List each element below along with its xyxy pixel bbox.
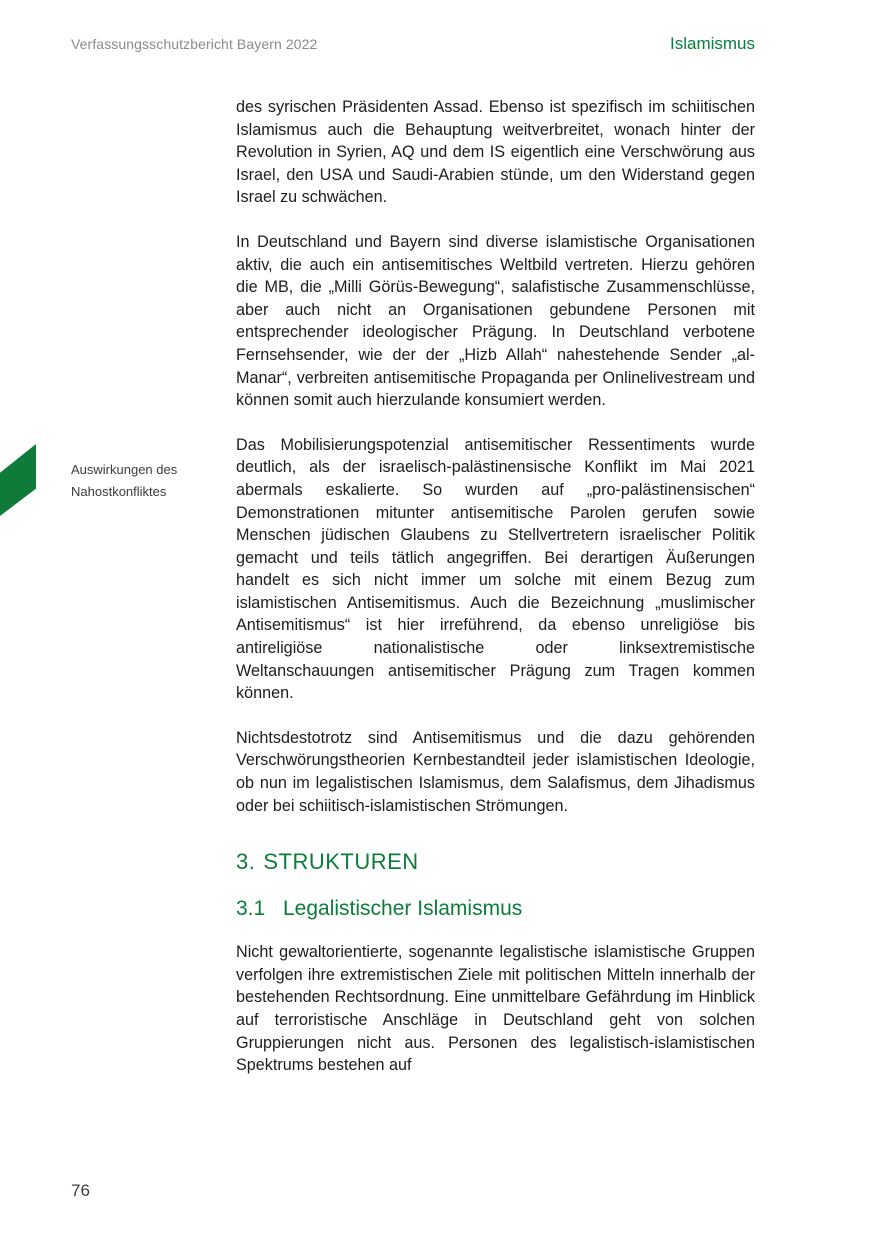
running-header-section: Islamismus <box>669 34 755 53</box>
margin-note <box>71 459 211 503</box>
section-tab-marker <box>0 444 36 516</box>
subsection-heading <box>236 897 755 921</box>
running-header-title: Verfassungsschutzbericht Bayern 2022 <box>71 36 318 52</box>
body-paragraph: Das Mobilisierungspotenzial antisemitischer Ressentiments wurde deutlich, als der israelisch-palästinensische Konflikt im Mai 2021 abermals eskalierte. So wurden auf „pro-palästinensischen“ Demonstrationen mitunter antisemitische Parolen gerufen sowie Menschen jüdischen Glaubens zu Stellvertretern israelischer Politik gemacht und teils tätlich angegriffen. Bei derartigen Äußerungen handelt es sich nicht immer um solche mit einem Bezug zum islamistischen Antisemitismus. Auch die Bezeichnung „muslimischer Antisemitismus“ ist hier irreführend, da ebenso unreligiöse bis antireligiöse nationalistische oder linksextremistische Weltanschauungen antisemitischer Prägung zum Tragen kommen können. <box>236 435 755 703</box>
page-number: 76 <box>71 1181 90 1200</box>
section-heading-number: 3. <box>236 849 256 875</box>
body-paragraph: Nichtsdestotrotz sind Antisemitismus und die dazu gehörenden Verschwörungstheorien Kernbestandteil jeder islamistischen Ideologie, ob nun im legalistischen Islamismus, dem Salafismus, dem Jihadismus oder bei schiitisch-islamistischen Strömungen. <box>236 728 755 815</box>
main-text-column <box>236 96 755 1099</box>
body-paragraph: des syrischen Präsidenten Assad. Ebenso ist spezifisch im schiitischen Islamismus auch die Behauptung weitverbreitet, wonach hinter der Revolution in Syrien, AQ und dem IS eigentlich eine Verschwörung aus Israel, den USA und Saudi-Arabien stünde, um den Widerstand gegen Israel zu schwächen. <box>236 98 755 207</box>
body-paragraph: Nicht gewaltorientierte, sogenannte legalistische islamistische Gruppen verfolgen ihre extremistischen Ziele mit politischen Mitteln innerhalb der bestehenden Rechtsordnung. Eine unmittelbare Gefährdung im Hinblick auf terroristische Anschläge in Deutschland geht von solchen Gruppierungen nicht aus. Personen des legalistisch-islamistischen Spektrums bestehen auf <box>236 943 755 1075</box>
section-heading <box>236 849 755 875</box>
subsection-heading-title: Legalistischer Islamismus <box>283 897 523 921</box>
margin-note-line: Nahostkonfliktes <box>71 484 167 499</box>
body-paragraph: In Deutschland und Bayern sind diverse islamistische Organisationen aktiv, die auch ein antisemitisches Weltbild vertreten. Hierzu gehören die MB, die „Milli Görüs-Bewegung“, salafistische Zusammenschlüsse, aber auch nicht an Organisationen gebundene Personen mit entsprechender ideologischer Prägung. In Deutschland verbotene Fernsehsender, wie der der „Hizb Allah“ nahestehende Sender „al-Manar“, verbreiten antisemitische Propaganda per Onlinelivestream und können somit auch hierzulande konsumiert werden. <box>236 232 755 410</box>
margin-note-line: Auswirkungen des <box>71 462 178 477</box>
subsection-heading-number: 3.1 <box>236 897 266 921</box>
section-heading-title: STRUKTUREN <box>263 849 419 875</box>
